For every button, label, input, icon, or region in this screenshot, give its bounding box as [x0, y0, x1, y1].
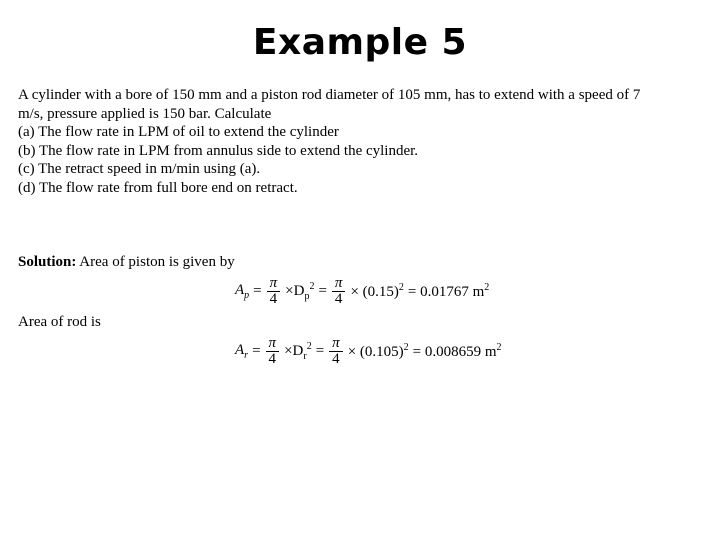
piston-area-equation [235, 276, 489, 307]
solution-text: Area of piston is given by [79, 254, 235, 270]
eq2-equals: = [252, 343, 261, 359]
eq2-result: = 0.008659 $m^2$ [412, 342, 502, 360]
problem-line: (a) The flow rate in LPM of oil to extend the cylinder [18, 124, 339, 141]
eq1-diameter-term: $\times D_p^2$ [285, 281, 315, 302]
solution-intro [18, 254, 235, 271]
problem-line: A cylinder with a bore of 150 mm and a piston rod diameter of 105 mm, has to extend with a speed of 7 [18, 87, 641, 103]
rod-area-equation [235, 336, 502, 367]
rod-area-text: Area of rod is [18, 314, 101, 330]
slide-title: Example 5 [252, 22, 468, 63]
eq1-fraction-a: $\frac{\pi}{4}$ [267, 276, 281, 307]
eq1-lhs: $A_p$ [235, 282, 250, 301]
eq1-equals: = [253, 283, 262, 299]
solution-label: Solution: [18, 254, 77, 270]
eq2-equals-b: = [315, 343, 325, 359]
eq1-equals-b: = [318, 283, 327, 299]
eq1-result: = 0.01767 $m^2$ [407, 282, 490, 300]
eq2-diameter-term: $\times D_r^2$ [284, 341, 312, 362]
eq1-fraction-b: $\frac{\pi}{4}$ [332, 276, 346, 307]
problem-line: (c) The retract speed in m/min using (a). [18, 161, 261, 178]
eq1-value-term: × $(0.15)^2$ [350, 282, 404, 300]
problem-line: (d) The flow rate from full bore end on retract. [18, 179, 298, 196]
problem-line: (b) The flow rate in LPM from annulus side to extend the cylinder. [18, 142, 419, 159]
problem-statement [18, 86, 718, 198]
eq2-lhs: $A_r$ [235, 342, 249, 361]
problem-line: m/s, pressure applied is 150 bar. Calculate [18, 105, 272, 122]
eq2-value-term: × $(0.105)^2$ [347, 342, 409, 360]
eq2-fraction-a: $\frac{\pi}{4}$ [266, 336, 280, 367]
eq2-fraction-b: $\frac{\pi}{4}$ [329, 336, 343, 367]
